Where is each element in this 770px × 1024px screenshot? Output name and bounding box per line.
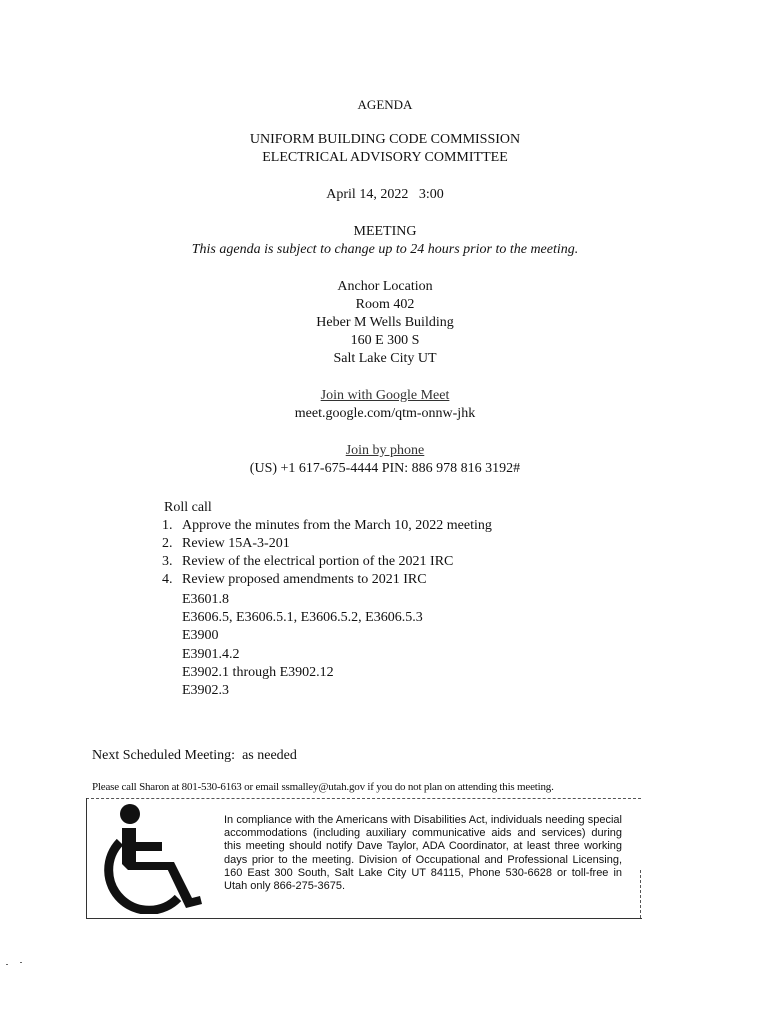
agenda-item-number: 4. xyxy=(162,572,173,587)
join-by-phone-link[interactable]: Join by phone xyxy=(345,443,425,458)
google-meet-link[interactable]: Join with Google Meet xyxy=(320,388,450,403)
agenda-item-text: Review of the electrical portion of the 2021 IRC xyxy=(182,554,454,569)
commission-name: UNIFORM BUILDING CODE COMMISSION xyxy=(249,132,521,147)
agenda-items xyxy=(162,517,492,589)
amendment-item: E3900 xyxy=(182,628,219,644)
agenda-item xyxy=(162,553,492,571)
agenda-item-text: Review proposed amendments to 2021 IRC xyxy=(182,572,427,587)
phone-number: (US) +1 617-675-4444 PIN: 886 978 816 3192# xyxy=(249,461,521,476)
location-building: Heber M Wells Building xyxy=(316,315,454,330)
amendment-item: E3902.1 through E3902.12 xyxy=(182,664,334,680)
agenda-item-text: Review 15A-3-201 xyxy=(182,536,290,551)
agenda-item-number: 2. xyxy=(162,536,173,551)
location-label: Anchor Location xyxy=(337,279,433,294)
amendment-item: E3902.3 xyxy=(182,682,230,698)
amendment-item: E3601.8 xyxy=(182,592,230,607)
google-meet-url[interactable]: meet.google.com/qtm-onnw-jhk xyxy=(294,406,476,421)
ada-notice-text: In compliance with the Americans with Disabilities Act, individuals needing special accommodations (including auxiliary communicative aids and services) during this meeting should notify Dave Taylor, ADA Coordinator, at least three working days prior to the meeting. Division of Occupational and Professional Licensing, 160 East 300 South, Salt Lake City UT 84115, Phone 530-6628 or toll-free in Utah only 866-275-3675. xyxy=(224,814,622,893)
roll-call: Roll call xyxy=(164,500,212,515)
meeting-date-time: April 14, 2022 3:00 xyxy=(326,187,444,202)
location-room: Room 402 xyxy=(355,297,415,312)
committee-name: ELECTRICAL ADVISORY COMMITTEE xyxy=(262,150,508,165)
scan-speck xyxy=(20,962,22,963)
next-meeting: Next Scheduled Meeting: as needed xyxy=(92,748,297,763)
wheelchair-accessibility-icon xyxy=(98,802,208,914)
scan-speck xyxy=(6,964,8,965)
agenda-item xyxy=(162,571,492,589)
phone-link-wrap xyxy=(0,442,770,460)
contact-line: Please call Sharon at 801-530-6163 or email ssmalley@utah.gov if you do not plan on attending this meeting. xyxy=(92,781,554,793)
amendment-item: E3606.5, E3606.5.1, E3606.5.2, E3606.5.3 xyxy=(182,610,423,626)
google-meet-link-wrap xyxy=(0,387,770,405)
amendment-list xyxy=(182,591,423,700)
agenda-item xyxy=(162,535,492,553)
agenda-title: AGENDA xyxy=(357,97,413,112)
amendment-item: E3901.4.2 xyxy=(182,646,240,662)
meeting-label: MEETING xyxy=(353,224,417,239)
agenda-item xyxy=(162,517,492,535)
ada-box-right-border xyxy=(640,870,641,918)
location-city: Salt Lake City UT xyxy=(333,351,437,366)
agenda-item-text: Approve the minutes from the March 10, 2022 meeting xyxy=(182,518,492,533)
agenda-item-number: 1. xyxy=(162,518,173,533)
location-street: 160 E 300 S xyxy=(350,333,420,348)
agenda-item-number: 3. xyxy=(162,554,173,569)
change-notice: This agenda is subject to change up to 24 hours prior to the meeting. xyxy=(191,242,579,257)
